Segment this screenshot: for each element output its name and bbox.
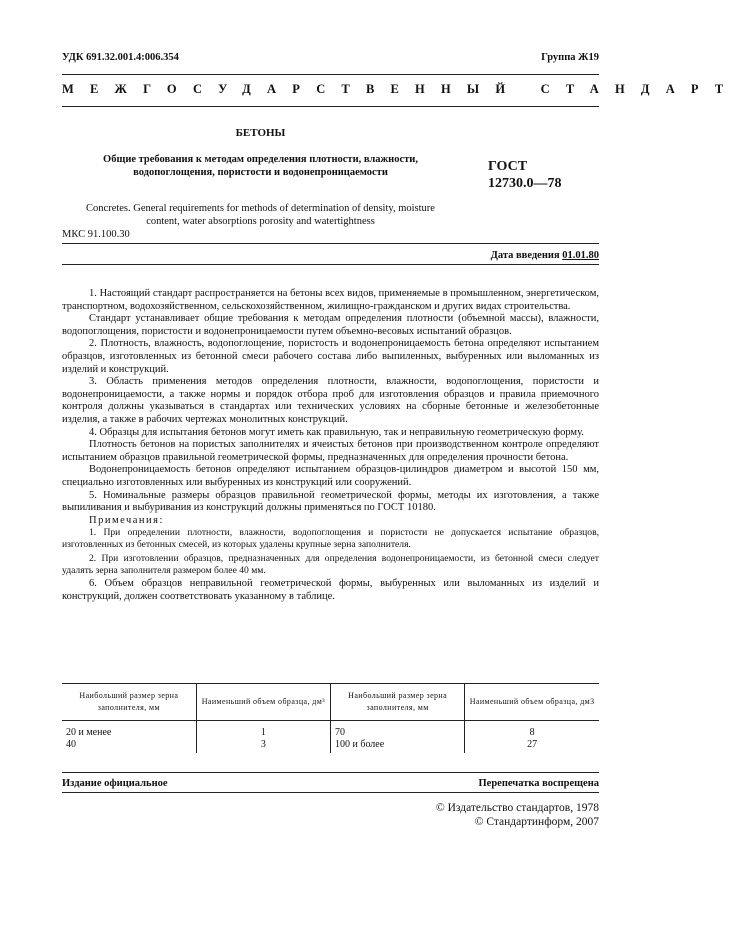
paragraph: 3. Область применения методов определения плотности, влажности, водопоглощения, пористости и водонепроницаемости, а также нормы и порядок отбора проб для изготовления образцов и правила приемочного контроля должны указываться в стандартах или технических условиях на сборные бетонные и железобетонные изделия, а также в рабочих чертежах монолитных конструкций. <box>62 376 599 425</box>
table-header-cell: Наименьший объем образца, дм3 <box>465 684 599 721</box>
document-title: БЕТОНЫ <box>235 127 286 139</box>
table-header-cell: Наименьший объем образца, дм³ <box>196 684 330 721</box>
table-cell: 3 <box>196 739 330 754</box>
official-edition-label: Издание официальное <box>62 778 168 789</box>
table-row <box>62 721 599 739</box>
paragraph: 1. Настоящий стандарт распространяется на бетоны всех видов, применяемые в промышленном, энергетическом, транспортном, водохозяйственном, сельскохозяйственном, жилищно-гражданском и других видах строительства. <box>62 288 599 312</box>
table-header-cell: Наибольший размер зерна заполнителя, мм <box>331 684 465 721</box>
footer-bottom-rule <box>62 792 599 793</box>
table-header-cell: Наибольший размер зерна заполнителя, мм <box>62 684 196 721</box>
notes-heading: Примечания: <box>89 514 164 526</box>
sample-volume-table <box>62 683 599 753</box>
copyright-line: © Стандартинформ, 2007 <box>474 815 599 828</box>
copyright-block <box>436 802 599 829</box>
gost-designation <box>488 158 562 192</box>
top-rule <box>62 74 599 75</box>
table-cell: 40 <box>66 738 76 750</box>
copyright-line: © Издательство стандартов, 1978 <box>435 802 599 814</box>
table-cell: 8 <box>465 721 599 739</box>
note-item: 2. При изготовлении образцов, предназначенных для определения водонепроницаемости, из бетонной смеси следует удалять зерна заполнителя размером более 40 мм. <box>62 552 599 576</box>
paragraph: 4. Образцы для испытания бетонов могут иметь как правильную, так и неправильную геометрическую форму. <box>89 426 584 438</box>
gost-label: ГОСТ <box>488 159 528 174</box>
document-subtitle <box>62 153 459 179</box>
english-title-line: Concretes. General requirements for methods of determination of density, moisture <box>86 203 435 214</box>
paragraph: Стандарт устанавливает общие требования к методам определения плотности (объемной массы), влажности, водопоглощения, пористости и водонепроницаемости путем объемно-весовых испытаний образцов. <box>62 313 599 337</box>
introduction-date-label: Дата введения <box>490 250 560 261</box>
english-title <box>62 202 459 228</box>
table-cell: 1 <box>196 721 330 739</box>
subtitle-line: водопоглощения, пористости и водонепроницаемости <box>133 167 388 178</box>
mks-code: МКС 91.100.30 <box>62 229 130 240</box>
paragraph: Водонепроницаемость бетонов определяют испытанием образцов-цилиндров диаметром и высотой 150 мм, специально изготовленных или выбуренных из конструкций или сооружений. <box>62 464 599 488</box>
standard-rule <box>62 106 599 107</box>
udk-code: УДК 691.32.001.4:006.354 <box>62 52 179 63</box>
group-code: Группа Ж19 <box>541 52 599 63</box>
paragraph: 6. Объем образцов неправильной геометрической формы, выбуренных или выломанных из изделий и конструкций, должен соответствовать указанному в таблице. <box>62 578 599 603</box>
paragraph: 2. Плотность, влажность, водопоглощение, пористость и водонепроницаемость бетона определяют испытанием образцов, изготовленных из бетонной смеси рабочего состава либо выпиленных, выбуренных или выломанных из изделий и конструкций. <box>62 338 599 375</box>
table-header-row <box>62 684 599 721</box>
subtitle-line: Общие требования к методам определения плотности, влажности, <box>103 154 418 165</box>
english-title-line: content, water absorptions porosity and watertightness <box>146 216 375 227</box>
gost-number: 12730.0—78 <box>488 176 562 191</box>
introduction-date <box>491 250 599 261</box>
table-cell: 27 <box>465 739 599 754</box>
table-cell: 100 и более <box>331 739 465 754</box>
table-cell: 20 и менее <box>66 727 112 738</box>
document-body <box>62 288 599 604</box>
reprint-notice: Перепечатка воспрещена <box>478 778 599 789</box>
standard-label: МЕЖГОСУДАРСТВЕННЫЙ СТАНДАРТ <box>62 82 739 96</box>
table-row <box>62 739 599 754</box>
paragraph: 5. Номинальные размеры образцов правильной геометрической формы, методы их изготовления, а также выпиливания и выбуривания из конструкций должны применяться по ГОСТ 10180. <box>62 489 599 514</box>
introduction-date-value: 01.01.80 <box>562 250 599 261</box>
paragraph: Плотность бетонов на пористых заполнителях и ячеистых бетонов при производственном контроле определяют испытанием образцов правильной геометрической формы, предназначенных для определения прочности бетона. <box>62 439 599 463</box>
footer-rule <box>62 772 599 773</box>
table-cell: 70 <box>331 721 465 739</box>
note-item: 1. При определении плотности, влажности, водопоглощения и пористости не допускается испытание образцов, изготовленных из бетонных смесей, из которых удалены крупные зерна заполнителя. <box>62 527 599 551</box>
mks-rule <box>62 243 599 244</box>
date-rule <box>62 264 599 265</box>
